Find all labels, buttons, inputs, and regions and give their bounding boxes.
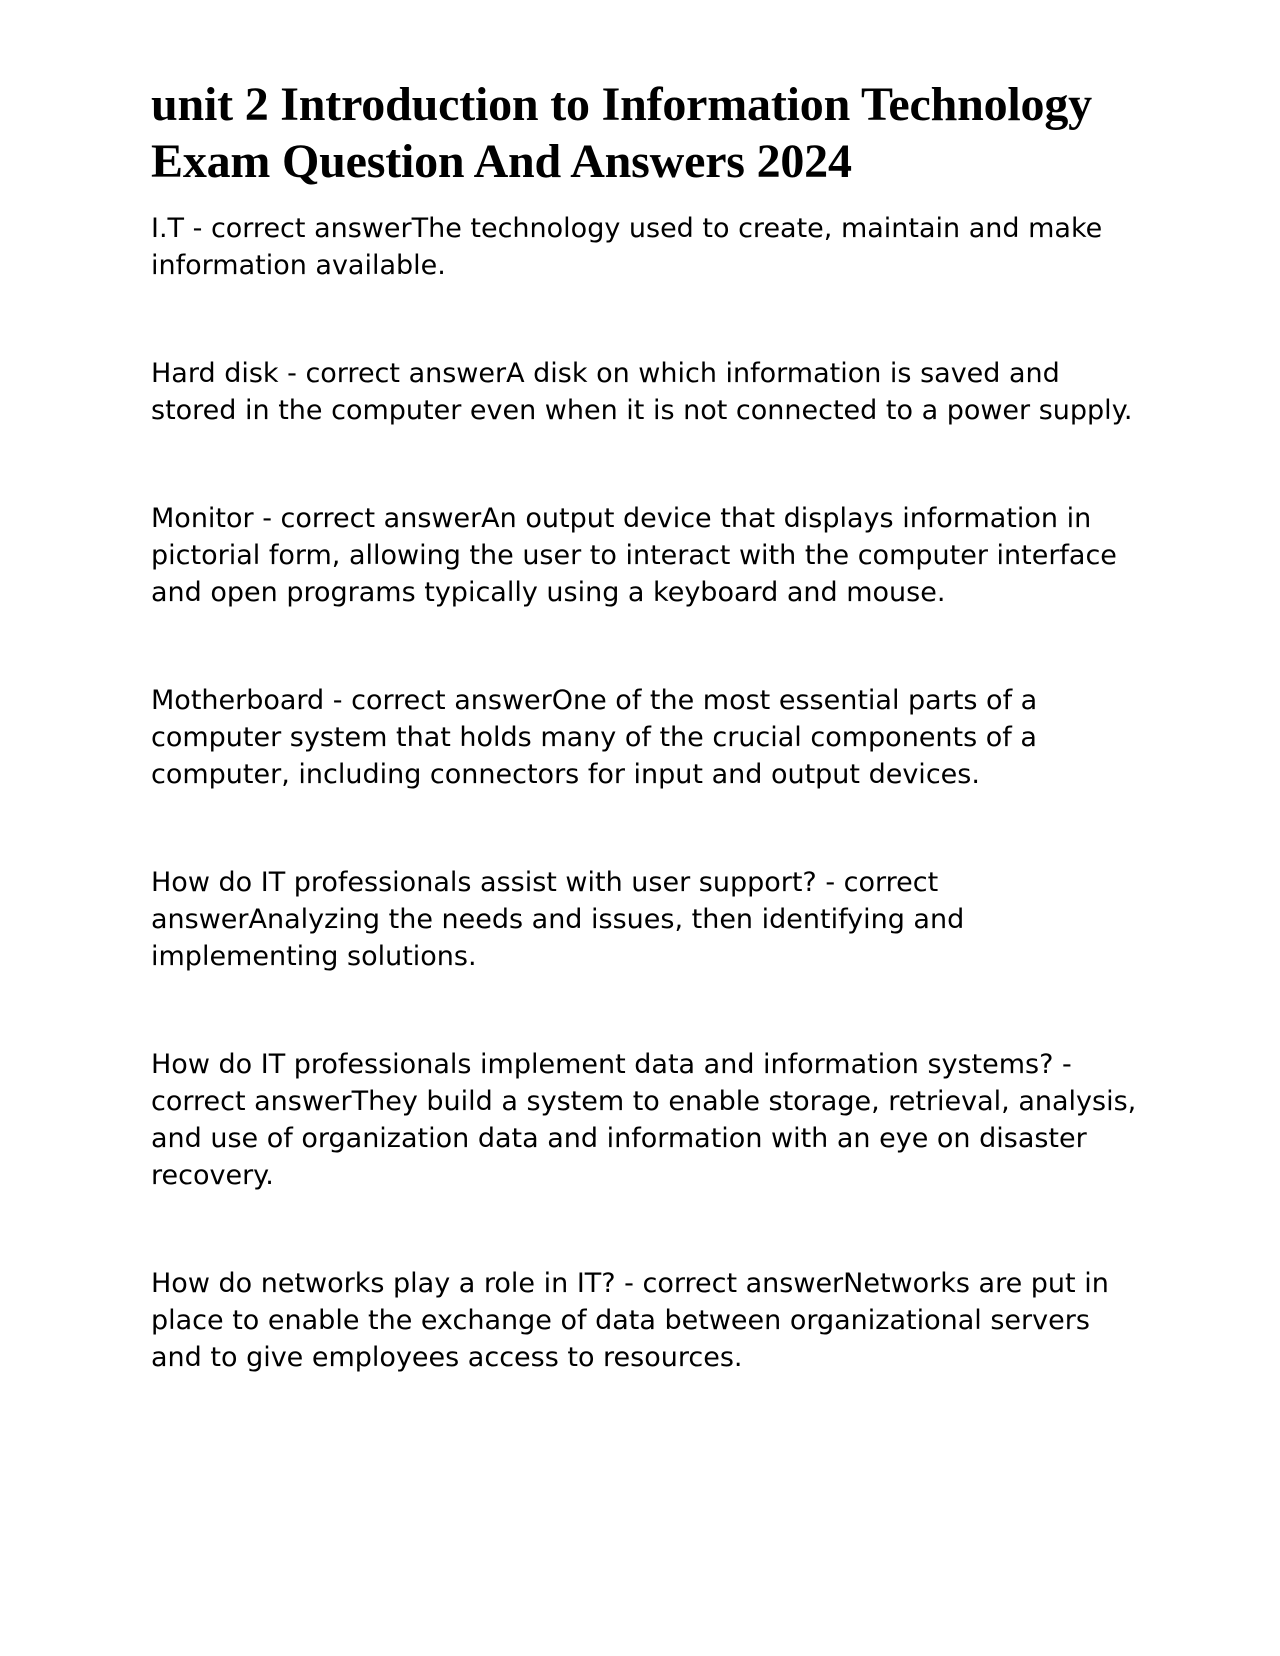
document-title: unit 2 Introduction to Information Technology Exam Question And Answers 2024 xyxy=(151,78,1092,188)
qa-entry-it: I.T - correct answerThe technology used to create, maintain and make information available. xyxy=(151,213,1103,281)
qa-entry-networks: How do networks play a role in IT? - correct answerNetworks are put in place to enable the exchange of data between organizational servers and to give employees access to resources. xyxy=(151,1268,1109,1373)
qa-entry-monitor: Monitor - correct answerAn output device that displays information in pictorial form, allowing the user to interact with the computer interface and open programs typically using a keyboard and mouse. xyxy=(151,503,1117,608)
qa-entry-user-support: How do IT professionals assist with user support? - correct answerAnalyzing the needs and issues, then identifying and implementing solutions. xyxy=(151,867,965,972)
qa-entry-motherboard: Motherboard - correct answerOne of the most essential parts of a computer system that holds many of the crucial components of a computer, including connectors for input and output devices. xyxy=(151,685,1038,790)
document-page xyxy=(151,76,1141,1447)
qa-entry-hard-disk: Hard disk - correct answerA disk on which information is saved and stored in the computer even when it is not connected to a power supply. xyxy=(151,358,1133,426)
qa-entry-data-systems: How do IT professionals implement data and information systems? - correct answerThey build a system to enable storage, retrieval, analysis, and use of organization data and information with an eye on disaster recovery. xyxy=(151,1049,1137,1191)
